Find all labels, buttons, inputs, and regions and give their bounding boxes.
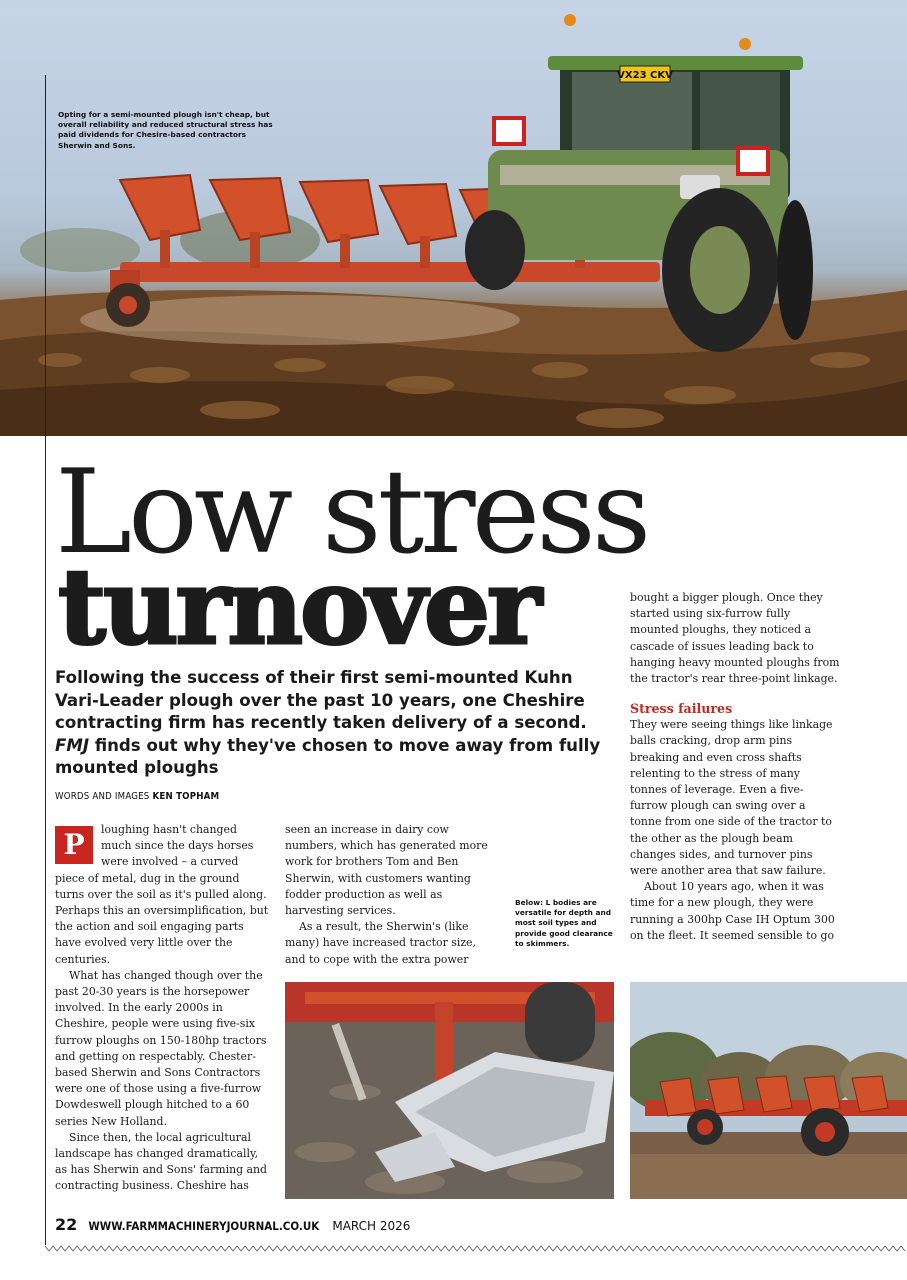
- body-paragraph: seen an increase in dairy cow numbers, which has generated more work for brothers Tom and Ben Sherwin, with customers wanting fodder production as well as harvesting services.: [285, 823, 488, 918]
- headline-line-1: Low stress: [55, 445, 648, 580]
- hero-photo: [0, 0, 907, 436]
- body-column-1: [55, 822, 269, 1195]
- magazine-url: WWW.FARMMACHINERYJOURNAL.CO.UK: [88, 1219, 320, 1233]
- number-plate: VX23 CKV: [617, 70, 673, 81]
- body-paragraph: loughing hasn't changed much since the days horses were involved – a curved piece of metal, dug in the ground turns over the soil as it's pulled along. Perhaps this an oversimplification, but the action and soil engaging parts have evolved very little over the centuries.: [55, 823, 269, 966]
- page-number: 22: [55, 1215, 78, 1234]
- tractor-ploughing-illustration: [0, 0, 907, 436]
- hero-photo-caption: Opting for a semi-mounted plough isn't cheap, but overall reliability and reduced structural stress has paid dividends for Chesire-based contractors Sherwin and Sons.: [58, 110, 273, 150]
- body-paragraph: As a result, the Sherwin's (like many) have increased tractor size, and to cope with the extra power: [285, 920, 476, 966]
- byline: [55, 791, 219, 802]
- standfirst-magazine: FMJ: [55, 735, 90, 755]
- dropcap: P: [55, 826, 93, 864]
- left-margin-rule: [45, 75, 46, 1245]
- subhead-stress-failures: Stress failures: [630, 701, 733, 717]
- headline-line-2: turnover: [58, 545, 539, 668]
- body-column-3: [630, 590, 840, 944]
- body-paragraph: bought a bigger plough. Once they started using six-furrow fully mounted ploughs, they noticed a cascade of issues leading back to hanging heavy mounted ploughs from the tractor's rear three-point linkage.: [630, 591, 840, 686]
- standfirst-tail: finds out why they've chosen to move away from fully mounted ploughs: [55, 735, 601, 778]
- standfirst: [55, 667, 615, 780]
- body-paragraph: What has changed though over the past 20-30 years is the horsepower involved. In the early 2000s in Cheshire, people were using five-six furrow ploughs on 150-180hp tractors and getting on respectably. Chester-based Sherwin and Sons Contractors were one of those using a five-furrow Dowdeswell plough hitched to a 60 series New Holland.: [55, 968, 267, 1128]
- standfirst-lead: Following the success of their first semi-mounted Kuhn Vari-Leader plough over the past 10 years, one Cheshire contracting firm has recently taken delivery of a second.: [55, 668, 587, 733]
- body-paragraph: They were seeing things like linkage balls cracking, drop arm pins breaking and even cross shafts relenting to the stress of many tonnes of leverage. Even a five-furrow plough can swing over a tonne from one side of the tractor to the other as the plough beam changes sides, and turnover pins were another area that saw failure.: [630, 718, 833, 878]
- body-column-2: [285, 822, 495, 968]
- photo-caption-plough-body: Below: L bodies are versatile for depth and most soil types and provide good clearance to skimmers.: [515, 898, 613, 948]
- issue-date: MARCH 2026: [332, 1219, 411, 1233]
- plough-in-field-photo: [630, 982, 907, 1199]
- body-paragraph: Since then, the local agricultural landscape has changed dramatically, as has Sherwin and Sons' farming and contracting business. Cheshire has: [55, 1130, 267, 1193]
- page-footer: [55, 1215, 410, 1234]
- zigzag-divider: [45, 1243, 907, 1255]
- body-paragraph: About 10 years ago, when it was time for a new plough, they were running a 300hp Case IH Optum 300 on the fleet. It seemed sensible to go: [630, 880, 835, 942]
- plough-body-photo: [285, 982, 614, 1199]
- byline-label: WORDS AND IMAGES: [55, 791, 150, 802]
- byline-author: KEN TOPHAM: [152, 791, 220, 802]
